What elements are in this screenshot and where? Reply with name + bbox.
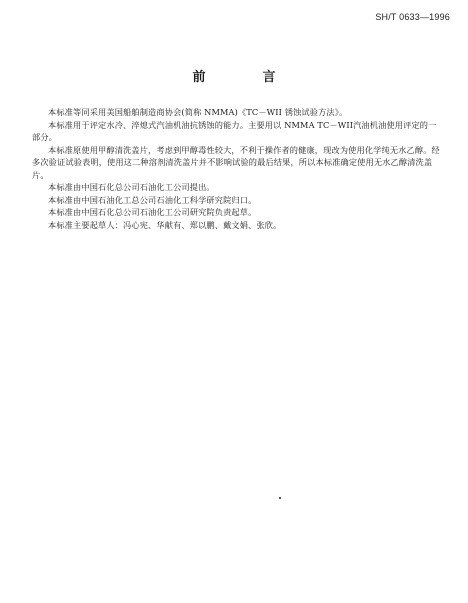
paragraph-adoption: 本标准等同采用美国船舶制造商协会(简称 NMMA)《TC－WII 锈蚀试验方法》。	[48, 107, 348, 117]
standard-code: SH/T 0633—1996	[375, 12, 450, 22]
section-title-foreword: 前 言	[192, 70, 298, 85]
scan-speck	[279, 497, 281, 499]
paragraph-scope: 本标准用于评定水冷、淬熄式汽油机油抗锈蚀的能力。主要用以 NMMA TC－WII汽油机油使用评定的一部分。	[32, 119, 437, 142]
paragraph-solvent-change: 本标准原使用甲醇清洗盖片，考虑到甲醇毒性较大，不利于操作者的健康，现改为使用化学纯无水乙醇。经多次验证试验表明，使用这二种溶剂清洗盖片并不影响试验的最后结果，所以本标准确定使用无水乙醇清洗盖片。	[32, 144, 440, 180]
foreword-body	[32, 106, 442, 231]
paragraph-drafted-by: 本标准由中国石化总公司石油化工公司研究院负责起草。	[48, 207, 257, 217]
paragraph-proposed-by: 本标准由中国石化总公司石油化工公司提出。	[48, 182, 215, 192]
paragraph-drafters: 本标准主要起草人：冯心宪、华献有、郑以鹏、戴文娟、张欣。	[48, 219, 282, 230]
paragraph-centralized-by: 本标准由中国石油化工总公司石油化工科学研究院归口。	[48, 194, 257, 205]
